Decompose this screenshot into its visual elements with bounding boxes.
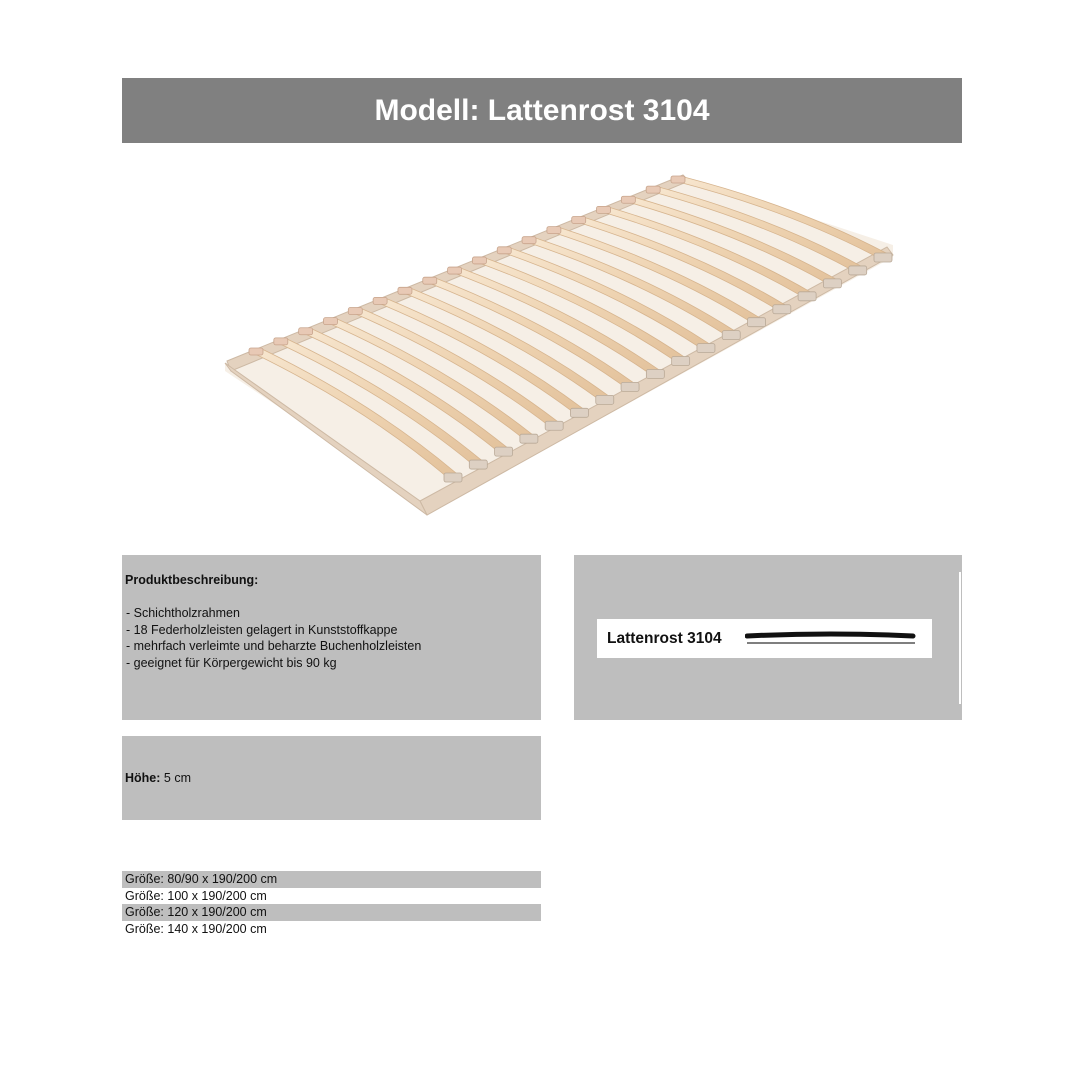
feature-list — [126, 605, 421, 671]
slat-cap — [596, 395, 614, 404]
slat-cap — [274, 338, 288, 345]
slat-cap — [874, 253, 892, 262]
profile-label: Lattenrost 3104 — [607, 630, 722, 647]
slat-cap — [323, 318, 337, 325]
feature-item: - geeignet für Körpergewicht bis 90 kg — [126, 655, 337, 670]
slat-cap — [348, 308, 362, 315]
description-panel — [122, 555, 541, 720]
slat-cap — [572, 216, 586, 223]
slat-cap — [444, 473, 462, 482]
slat-cap — [697, 344, 715, 353]
height-text — [125, 771, 191, 785]
slat-cap — [646, 369, 664, 378]
slat-cap — [672, 357, 690, 366]
profile-label-box — [597, 619, 932, 658]
slat-cap — [621, 196, 635, 203]
height-panel — [122, 736, 541, 820]
feature-item: - 18 Federholzleisten gelagert in Kunststoffkappe — [126, 622, 398, 637]
size-row: Größe: 140 x 190/200 cm — [125, 922, 267, 937]
slat-cap — [398, 287, 412, 294]
page-title: Modell: Lattenrost 3104 — [122, 78, 962, 143]
slat-cap — [545, 421, 563, 430]
slat-cap — [773, 305, 791, 314]
size-row: Größe: 120 x 190/200 cm — [122, 904, 541, 921]
profile-shape-icon — [745, 629, 917, 649]
size-list — [122, 871, 541, 938]
slat-cap — [646, 186, 660, 193]
slat-cap — [469, 460, 487, 469]
slat-cap — [547, 227, 561, 234]
slat-cap — [748, 318, 766, 327]
height-label: Höhe: — [125, 771, 161, 785]
slatted-frame-image — [215, 165, 905, 530]
slat-cap — [423, 277, 437, 284]
slat-cap — [522, 237, 536, 244]
size-row: Größe: 100 x 190/200 cm — [125, 888, 267, 903]
feature-item: - Schichtholzrahmen — [126, 606, 240, 620]
slat-cap — [823, 279, 841, 288]
panel-edge-line — [959, 572, 961, 704]
slat-cap — [520, 434, 538, 443]
slat-cap — [373, 297, 387, 304]
slat-cap — [849, 266, 867, 275]
feature-item: - mehrfach verleimte und beharzte Buchenholzleisten — [126, 639, 422, 653]
slat-cap — [497, 247, 511, 254]
slat-cap — [570, 408, 588, 417]
slat-cap — [249, 348, 263, 355]
size-row: Größe: 80/90 x 190/200 cm — [122, 871, 541, 888]
slat-cap — [671, 176, 685, 183]
slat-cap — [299, 328, 313, 335]
height-value: 5 cm — [160, 771, 191, 785]
profile-panel — [574, 555, 962, 720]
slat-cap — [722, 331, 740, 340]
slat-cap — [495, 447, 513, 456]
slat-cap — [472, 257, 486, 264]
slat-cap — [597, 206, 611, 213]
description-title: Produktbeschreibung: — [125, 573, 259, 587]
slat-group — [225, 175, 893, 515]
slat-cap — [448, 267, 462, 274]
slat-cap — [798, 292, 816, 301]
slat-cap — [621, 382, 639, 391]
